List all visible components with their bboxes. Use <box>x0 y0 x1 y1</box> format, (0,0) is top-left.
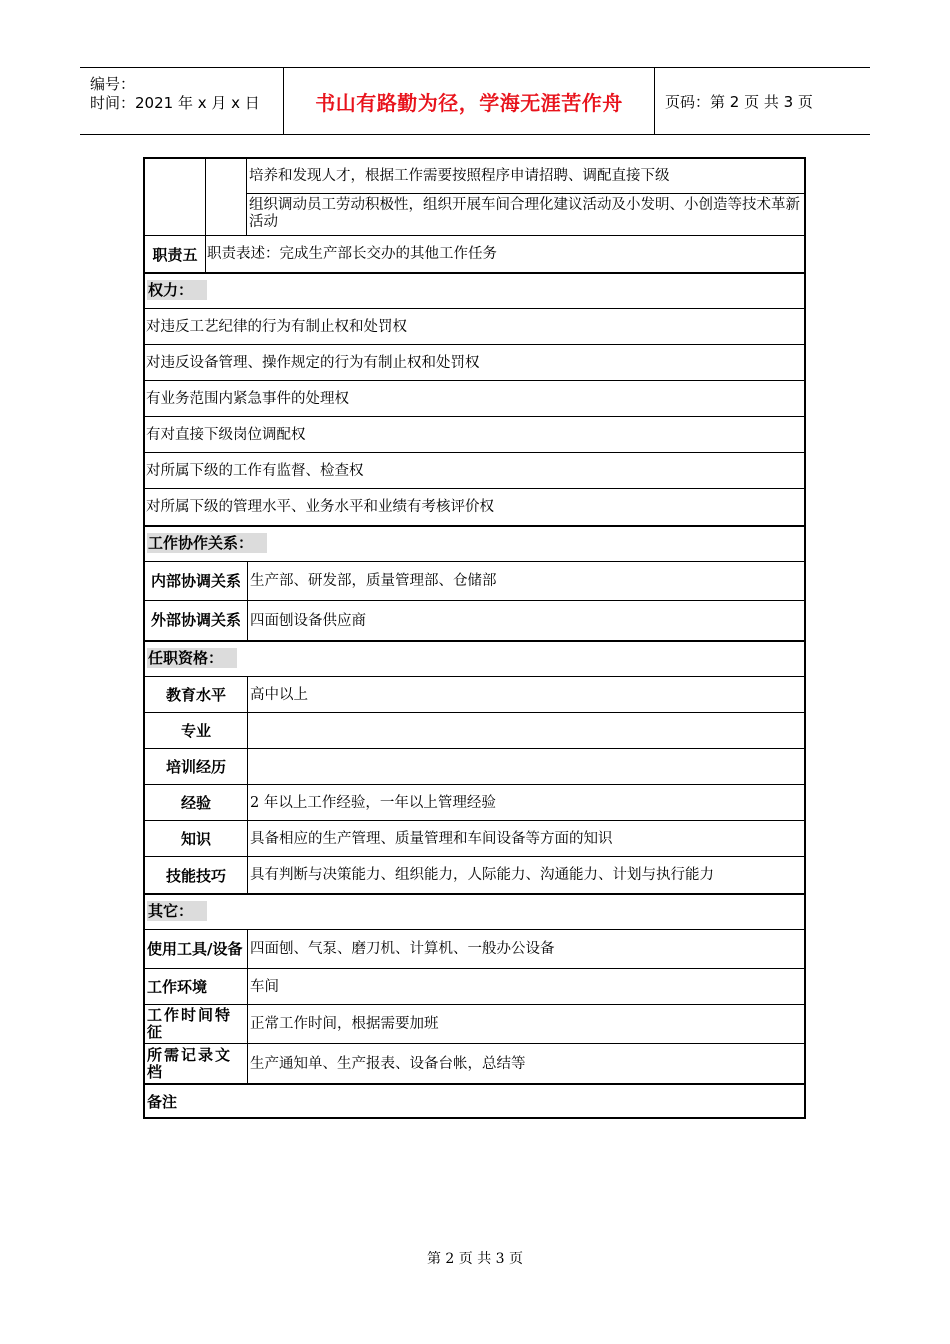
external-cooperation-value-cell <box>247 601 804 640</box>
header-meta <box>80 68 283 134</box>
qualification-label-cell <box>145 749 247 784</box>
power-item: 有对直接下级岗位调配权 <box>146 426 306 443</box>
qualification-row <box>145 784 804 820</box>
header-motto: 书山有路勤为径，学海无涯苦作舟 <box>283 68 655 134</box>
qualification-value: 具备相应的生产管理、质量管理和车间设备等方面的知识 <box>250 830 613 847</box>
header-page-number: 页码：第 2 页 共 3 页 <box>665 92 813 111</box>
others-value-cell <box>247 1005 804 1043</box>
job-description-table <box>143 157 806 1119</box>
qualification-label: 培训经历 <box>165 758 226 776</box>
others-label: 使用工具/设备 <box>147 939 243 958</box>
power-item: 对违反工艺纪律的行为有制止权和处罚权 <box>146 318 407 335</box>
others-label-cell <box>145 1005 247 1043</box>
qualification-value-cell <box>247 857 804 893</box>
others-row <box>145 929 804 968</box>
power-item: 对违反设备管理、操作规定的行为有制止权和处罚权 <box>146 354 480 371</box>
internal-cooperation-label: 内部协调关系 <box>151 571 242 590</box>
others-label: 所需记录文档 <box>147 1045 233 1081</box>
qualification-row <box>145 748 804 784</box>
qualification-value: 高中以上 <box>250 686 308 703</box>
power-item: 对所属下级的管理水平、业务水平和业绩有考核评价权 <box>146 499 494 515</box>
duty-item-b: 组织调动员工劳动积极性，组织开展车间合理化建议活动及小发明、小创造等技术革新活动 <box>249 197 800 230</box>
internal-cooperation-label-cell <box>145 562 247 600</box>
qualification-label: 技能技巧 <box>165 866 226 885</box>
duty-five-label-cell <box>145 236 205 272</box>
duty-items-cell <box>246 159 804 235</box>
qualification-label: 教育水平 <box>165 686 226 704</box>
others-value: 正常工作时间，根据需要加班 <box>250 1016 439 1032</box>
qualification-value-cell <box>247 713 804 748</box>
qualification-label-cell <box>145 713 247 748</box>
qualifications-section-header <box>145 640 804 676</box>
remark-label: 备注 <box>147 1092 178 1111</box>
qualifications-title: 任职资格： <box>147 648 237 668</box>
qualification-label: 专业 <box>180 722 211 740</box>
others-value-cell <box>247 1044 804 1083</box>
duty-five-label: 职责五 <box>152 245 198 264</box>
others-value: 生产通知单、生产报表、设备台帐，总结等 <box>250 1055 526 1072</box>
duty-continuation-block <box>145 159 804 235</box>
power-item: 对所属下级的工作有监督、检查权 <box>146 462 364 479</box>
qualification-label: 经验 <box>180 794 211 812</box>
others-label-cell <box>145 930 247 968</box>
duty-five-text: 职责表述：完成生产部长交办的其他工作任务 <box>207 246 497 262</box>
qualification-value: 具有判断与决策能力、组织能力，人际能力、沟通能力、计划与执行能力 <box>250 867 714 883</box>
remark-row <box>145 1083 804 1117</box>
cooperation-title: 工作协作关系： <box>147 533 267 553</box>
qualification-value-cell <box>247 821 804 856</box>
others-section-header <box>145 893 804 929</box>
others-row <box>145 1004 804 1043</box>
qualification-label-cell <box>145 821 247 856</box>
internal-cooperation-value-cell <box>247 562 804 600</box>
others-row <box>145 968 804 1004</box>
duty-item-b-row <box>247 193 804 235</box>
external-cooperation-label-cell <box>145 601 247 640</box>
others-label-cell <box>145 1044 247 1083</box>
page-footer: 第 2 页 共 3 页 <box>426 1251 524 1267</box>
qualification-label: 知识 <box>180 830 211 848</box>
others-value: 车间 <box>250 978 279 995</box>
duty-index-cell-empty <box>205 159 246 235</box>
qualification-label-cell <box>145 785 247 820</box>
power-row <box>145 308 804 344</box>
duty-item-a-row <box>247 159 804 194</box>
power-row <box>145 452 804 488</box>
others-label-cell <box>145 969 247 1004</box>
doc-code-label: 编号： <box>90 75 136 93</box>
others-value-cell <box>247 969 804 1004</box>
duty-label-cell-empty <box>145 159 205 235</box>
internal-cooperation-row <box>145 561 804 600</box>
qualification-value: 2 年以上工作经验，一年以上管理经验 <box>250 794 496 811</box>
qualification-value-cell <box>247 677 804 712</box>
qualification-label-cell <box>145 677 247 712</box>
others-label: 工作环境 <box>147 978 208 996</box>
others-value: 四面刨、气泵、磨刀机、计算机、一般办公设备 <box>250 941 555 957</box>
others-label: 工作时间特征 <box>147 1006 233 1041</box>
qualification-label-cell <box>145 857 247 893</box>
power-row <box>145 416 804 452</box>
external-cooperation-label: 外部协调关系 <box>151 611 242 629</box>
external-cooperation-row <box>145 600 804 640</box>
cooperation-section-header <box>145 525 804 561</box>
others-value-cell <box>247 930 804 968</box>
others-title: 其它： <box>147 901 207 921</box>
qualification-value-cell <box>247 785 804 820</box>
qualification-value-cell <box>247 749 804 784</box>
qualification-row <box>145 820 804 856</box>
qualification-row <box>145 856 804 893</box>
power-row <box>145 344 804 380</box>
external-cooperation-value: 四面刨设备供应商 <box>250 612 366 629</box>
power-row <box>145 380 804 416</box>
doc-time-label: 时间：2021 年 x 月 x 日 <box>90 94 260 112</box>
powers-title: 权力： <box>147 280 207 300</box>
duty-item-a: 培养和发现人才，根据工作需要按照程序申请招聘、调配直接下级 <box>249 168 670 184</box>
power-row <box>145 488 804 525</box>
qualification-row <box>145 712 804 748</box>
powers-section-header <box>145 272 804 308</box>
page-header <box>80 67 870 135</box>
internal-cooperation-value: 生产部、研发部，质量管理部、仓储部 <box>250 573 497 589</box>
power-item: 有业务范围内紧急事件的处理权 <box>146 390 349 407</box>
duty-five-text-cell <box>205 236 804 272</box>
qualification-row <box>145 676 804 712</box>
others-row <box>145 1043 804 1083</box>
duty-five-row <box>145 235 804 272</box>
